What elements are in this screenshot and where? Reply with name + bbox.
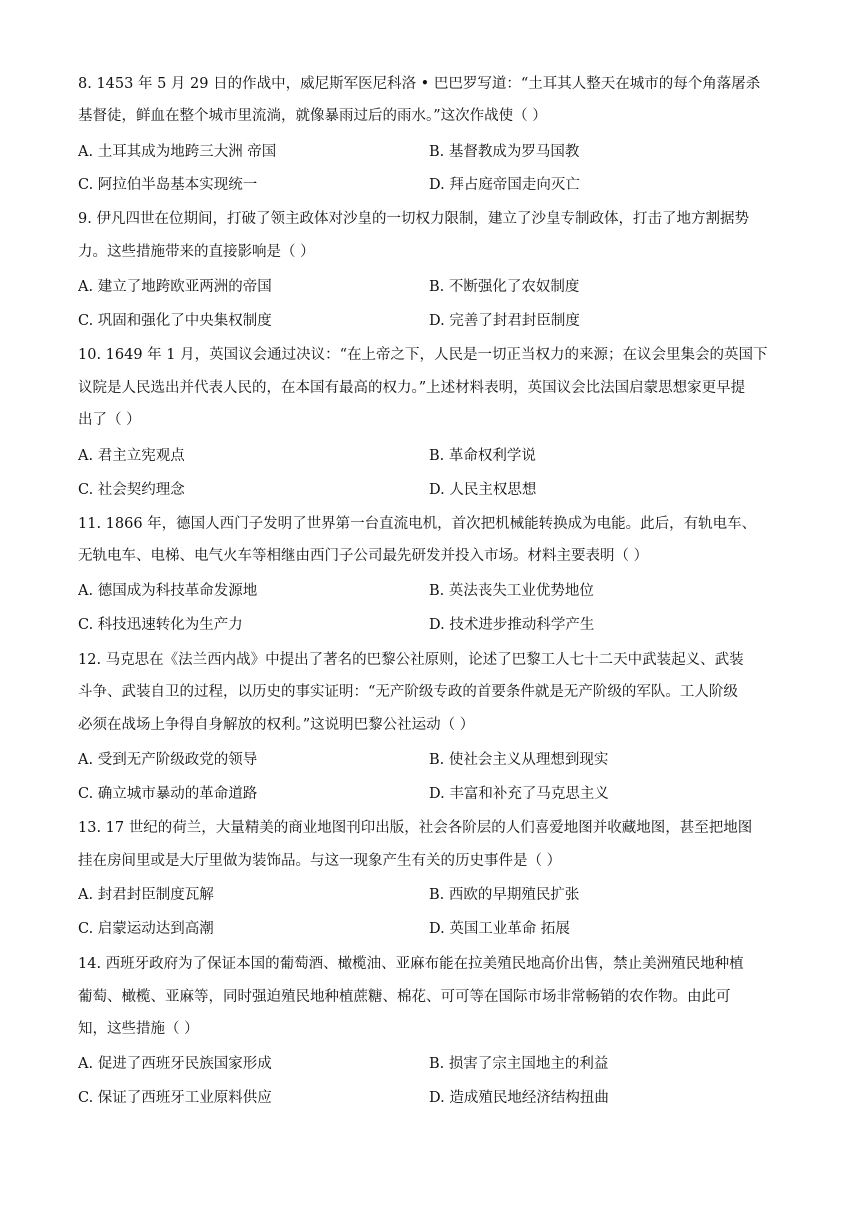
- option-a: A. 促进了西班牙民族国家形成: [78, 1056, 272, 1072]
- option-d: D. 造成殖民地经济结构扭曲: [429, 1090, 609, 1106]
- option-b: B. 西欧的早期殖民扩张: [429, 887, 580, 903]
- option-b: B. 基督教成为罗马国教: [429, 144, 580, 160]
- question-stem-line: 议院是人民选出并代表人民的，在本国有最高的权力。”上述材料表明，英国议会比法国启蒙思想家更早提: [78, 380, 746, 396]
- option-a: A. 封君封臣制度瓦解: [78, 887, 214, 903]
- question-stem-line: 12. 马克思在《法兰西内战》中提出了著名的巴黎公社原则，论述了巴黎工人七十二天中武装起义、武装: [78, 652, 744, 668]
- question-stem-line: 11. 1866 年，德国人西门子发明了世界第一台直流电机，首次把机械能转换成为电能。此后，有轨电车、: [78, 516, 757, 532]
- option-c: C. 保证了西班牙工业原料供应: [78, 1090, 272, 1106]
- option-b: B. 不断强化了农奴制度: [429, 279, 580, 295]
- option-b: B. 革命权利学说: [429, 448, 536, 464]
- option-c: C. 启蒙运动达到高潮: [78, 921, 214, 937]
- option-d: D. 完善了封君封臣制度: [429, 313, 580, 329]
- question-stem-line: 10. 1649 年 1 月，英国议会通过决议：“在上帝之下，人民是一切正当权力的来源；在议会里集会的英国下: [78, 347, 768, 363]
- question-stem-line: 斗争、武装自卫的过程，以历史的事实证明：“无产阶级专政的首要条件就是无产阶级的军队。工人阶级: [78, 684, 738, 700]
- option-b: B. 英法丧失工业优势地位: [429, 583, 594, 599]
- option-a: A. 受到无产阶级政党的领导: [78, 752, 258, 768]
- question-stem-line: 14. 西班牙政府为了保证本国的葡萄酒、橄榄油、亚麻布能在拉美殖民地高价出售，禁止美洲殖民地种植: [78, 956, 744, 972]
- option-c: C. 巩固和强化了中央集权制度: [78, 313, 272, 329]
- option-a: A. 建立了地跨欧亚两洲的帝国: [78, 279, 272, 295]
- option-c: C. 科技迅速转化为生产力: [78, 617, 243, 633]
- option-d: D. 人民主权思想: [429, 482, 537, 498]
- question-stem-line: 力。这些措施带来的直接影响是（ ）: [78, 244, 315, 260]
- question-stem-line: 基督徒，鲜血在整个城市里流淌，就像暴雨过后的雨水。”这次作战使（ ）: [78, 108, 547, 124]
- option-b: B. 使社会主义从理想到现实: [429, 752, 609, 768]
- question-stem-line: 葡萄、橄榄、亚麻等，同时强迫殖民地种植蔗糖、棉花、可可等在国际市场非常畅销的农作物。由此可: [78, 989, 731, 1005]
- option-a: A. 德国成为科技革命发源地: [78, 583, 258, 599]
- question-stem-line: 8. 1453 年 5 月 29 日的作战中，威尼斯军医尼科洛 • 巴巴罗写道：“土耳其人整天在城市的每个角落屠杀: [78, 76, 761, 92]
- question-stem-line: 13. 17 世纪的荷兰，大量精美的商业地图刊印出版，社会各阶层的人们喜爱地图并收藏地图，甚至把地图: [78, 820, 753, 836]
- question-stem-line: 知，这些措施（ ）: [78, 1021, 199, 1037]
- option-d: D. 英国工业革命 拓展: [429, 921, 570, 937]
- option-d: D. 拜占庭帝国走向灭亡: [429, 177, 580, 193]
- option-c: C. 社会契约理念: [78, 482, 185, 498]
- question-stem-line: 9. 伊凡四世在位期间，打破了领主政体对沙皇的一切权力限制，建立了沙皇专制政体，打击了地方割据势: [78, 211, 749, 227]
- question-stem-line: 必须在战场上争得自身解放的权利。”这说明巴黎公社运动（ ）: [78, 717, 475, 733]
- option-c: C. 阿拉伯半岛基本实现统一: [78, 177, 258, 193]
- option-a: A. 君主立宪观点: [78, 448, 185, 464]
- option-d: D. 丰富和补充了马克思主义: [429, 786, 609, 802]
- question-stem-line: 出了（ ）: [78, 412, 141, 428]
- option-a: A. 土耳其成为地跨三大洲 帝国: [78, 144, 277, 160]
- question-stem-line: 挂在房间里或是大厅里做为装饰品。与这一现象产生有关的历史事件是（ ）: [78, 853, 562, 869]
- option-d: D. 技术进步推动科学产生: [429, 617, 595, 633]
- option-c: C. 确立城市暴动的革命道路: [78, 786, 258, 802]
- option-b: B. 损害了宗主国地主的利益: [429, 1056, 609, 1072]
- question-stem-line: 无轨电车、电梯、电气火车等相继由西门子公司最先研发并投入市场。材料主要表明（ ）: [78, 548, 649, 564]
